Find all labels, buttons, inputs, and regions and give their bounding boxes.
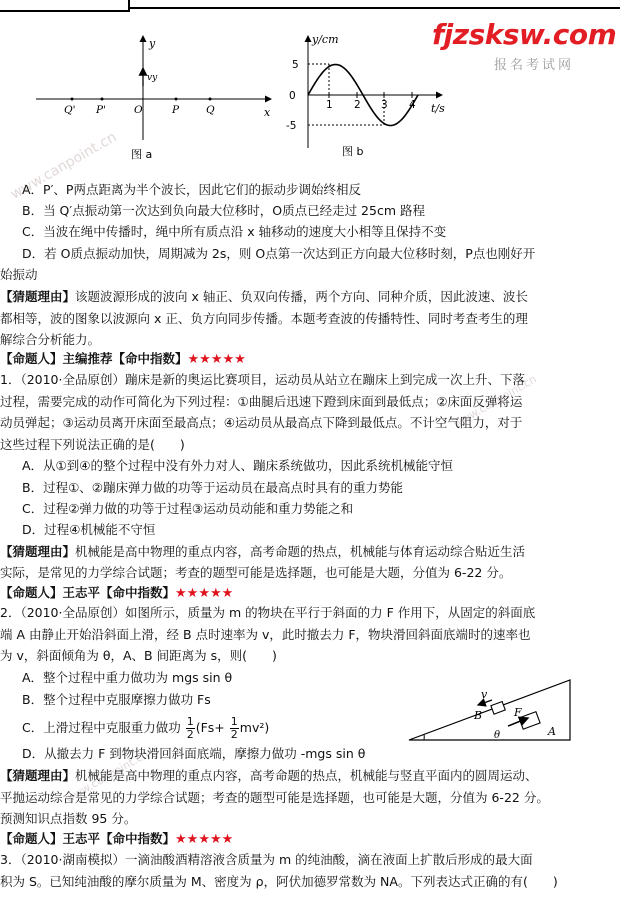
point-p xyxy=(175,98,178,101)
block-at-b xyxy=(491,702,505,715)
q1-reason-line-2: 实际，是常见的力学综合试题；考查的题型可能是选择题，也可能是大题，分值为 6-22 分。 xyxy=(0,565,512,580)
point-p-prime xyxy=(101,98,104,101)
meta-line-1: 【命题人】主编推荐【命中指数】★★★★★ xyxy=(0,351,246,367)
site-logo[interactable]: fjzsksw.com xyxy=(432,18,617,51)
q0-option-d: D．若 O质点振动加快，周期减为 2s，则 O点第一次达到正方向最大位移时刻，P点也刚好开 xyxy=(22,246,536,261)
q1-option-d: D．过程④机械能不守恒 xyxy=(22,522,156,537)
figure-b-tick-0: 0 xyxy=(289,90,296,102)
figure-a-caption: 图 a xyxy=(131,148,153,161)
label-theta: θ xyxy=(494,730,501,741)
q1-option-c: C．过程②弹力做的功等于过程③运动员动能和重力势能之和 xyxy=(22,501,354,516)
rating-stars: ★★★★★ xyxy=(175,832,234,847)
rating-stars: ★★★★★ xyxy=(175,586,234,601)
q2-stem-2: 端 A 由静止开始沿斜面上滑，经 B 点时速率为 v，此时撤去力 F，物块滑回斜面底端时的速率也 xyxy=(0,627,531,642)
figure-b-tick-t2: 2 xyxy=(354,99,361,111)
q2-stem-1: 2．（2010·全品原创）如图所示，质量为 m 的物块在平行于斜面的力 F 作用下，从固定的斜面底 xyxy=(0,605,536,620)
figure-b-tick-t4: 4 xyxy=(409,99,416,111)
label-p: P xyxy=(172,104,180,116)
incline-triangle xyxy=(409,680,570,740)
label-p-prime: P' xyxy=(96,104,106,116)
figure-b-tick-neg5: -5 xyxy=(286,120,297,132)
q3-stem-2: 积为 S。已知纯油酸的摩尔质量为 M、密度为 ρ，阿伏加德罗常数为 NA。下列表达式正确的有( ) xyxy=(0,874,558,889)
fraction-half: $\frac{1}{2}$ xyxy=(186,715,194,741)
label-q-prime: Q' xyxy=(64,104,76,116)
q2-option-d: D．从撤去力 F 到物块滑回斜面底端，摩擦力做功 -mgs sin θ xyxy=(22,746,366,761)
meta-line-3: 【命题人】王志平【命中指数】★★★★★ xyxy=(0,831,234,847)
q1-stem-2: 过程，需要完成的动作可简化为下列过程：①曲腿后迅速下蹬到床面到最低点；②床面反弹将运 xyxy=(0,394,523,409)
point-q xyxy=(209,98,212,101)
header-rule xyxy=(130,7,620,9)
q0-reason-line-2: 都相等，波的图象以波源向 x 正、负方向同步传播。本题考查波的传播特性、同时考查考生的理 xyxy=(0,311,528,326)
q2-reason-line-2: 平抛运动综合是常见的力学综合试题；考查的题型可能是选择题，也可能是大题，分值为 6-22 分。 xyxy=(0,790,549,805)
figure-b-caption: 图 b xyxy=(342,145,364,158)
reason-label: 【猜题理由】 xyxy=(0,768,76,783)
q2-option-b: B．整个过程中克服摩擦力做功 Fs xyxy=(22,692,211,707)
q1-stem-4: 这些过程下列说法正确的是( ) xyxy=(0,437,185,452)
figure-a-x-label: x xyxy=(264,106,271,119)
q2-reason-line-1: 【猜题理由】机械能是高中物理的重点内容，高考命题的热点，机械能与竖直平面内的圆周运动、 xyxy=(0,768,538,783)
figure-b-tick-t3: 3 xyxy=(381,99,388,111)
header-box xyxy=(0,0,130,12)
watermark-stamp: www.canpoint.cn xyxy=(63,747,151,806)
figure-a xyxy=(28,28,283,163)
label-f: F xyxy=(514,706,522,719)
q3-stem-1: 3．（2010·湖南模拟）一滴油酸酒精溶液含质量为 m 的纯油酸，滴在液面上扩散后形成的最大面 xyxy=(0,852,533,867)
q0-option-c: C．当波在绳中传播时，绳中所有质点沿 x 轴移动的速度大小相等且保持不变 xyxy=(22,224,447,239)
q2-option-a: A．整个过程中重力做功为 mgs sin θ xyxy=(22,670,233,685)
q2-stem-3: 为 v，斜面倾角为 θ，A、B 间距离为 s，则( ) xyxy=(0,648,277,663)
figure-b-tick-t1: 1 xyxy=(326,99,333,111)
point-q-prime xyxy=(71,98,74,101)
label-a: A xyxy=(548,725,556,738)
site-logo-subtitle: 报名考试网 xyxy=(494,58,575,73)
figure-b-tick-5: 5 xyxy=(292,59,299,71)
meta-line-2: 【命题人】王志平【命中指数】★★★★★ xyxy=(0,585,234,601)
watermark-stamp: www.canpoint.cn xyxy=(7,129,120,203)
q0-option-d-cont: 始振动 xyxy=(0,267,38,282)
figure-a-velocity-label: vy xyxy=(147,73,158,83)
figure-b-x-label: t/s xyxy=(431,102,445,115)
q1-stem-1: 1．（2010·全品原创）蹦床是新的奥运比赛项目，运动员从站立在蹦床上到完成一次上升、下落 xyxy=(0,372,525,387)
q0-reason-line-1: 【猜题理由】该题波源形成的波向 x 轴正、负双向传播，两个方向、同种介质，因此波速、波长 xyxy=(0,289,528,304)
q2-reason-line-3: 预测知识点指数 95 分。 xyxy=(0,811,137,826)
q0-option-b: B．当 Q′点振动第一次达到负向最大位移时，O质点已经走过 25cm 路程 xyxy=(22,203,425,218)
incline-figure xyxy=(404,674,576,746)
reason-label: 【猜题理由】 xyxy=(0,544,76,559)
rating-stars: ★★★★★ xyxy=(187,352,246,367)
q1-option-a: A．从①到④的整个过程中没有外力对人、蹦床系统做功，因此系统机械能守恒 xyxy=(22,458,453,473)
label-b: B xyxy=(474,709,483,722)
figure-b xyxy=(282,28,457,168)
watermark-stamp: www.canpoint.cn xyxy=(451,372,539,431)
label-v: v xyxy=(481,688,488,701)
reason-label: 【猜题理由】 xyxy=(0,289,76,304)
fraction-half: $\frac{1}{2}$ xyxy=(230,715,238,741)
q0-reason-line-3: 解综合分析能力。 xyxy=(0,332,101,347)
q2-option-c: C．上滑过程中克服重力做功 $\frac{1}{2}$ (Fs+ $\frac{1}{2}$ mv²) xyxy=(22,715,270,741)
q1-stem-3: 动员弹起；③运动员离开床面至最高点；④运动员从最高点下降到最低点。不计空气阻力，对于 xyxy=(0,415,523,430)
label-origin: O xyxy=(134,104,143,116)
figure-b-y-label: y/cm xyxy=(312,33,339,46)
figure-a-y-label: y xyxy=(149,37,156,50)
q1-option-b: B．过程①、②蹦床弹力做的功等于运动员在最高点时具有的重力势能 xyxy=(22,480,403,495)
q1-reason-line-1: 【猜题理由】机械能是高中物理的重点内容，高考命题的热点，机械能与体育运动综合贴近生活 xyxy=(0,544,526,559)
q0-option-a: A．P′、P两点距离为半个波长，因此它们的振动步调始终相反 xyxy=(22,182,361,197)
label-q: Q xyxy=(206,104,215,116)
